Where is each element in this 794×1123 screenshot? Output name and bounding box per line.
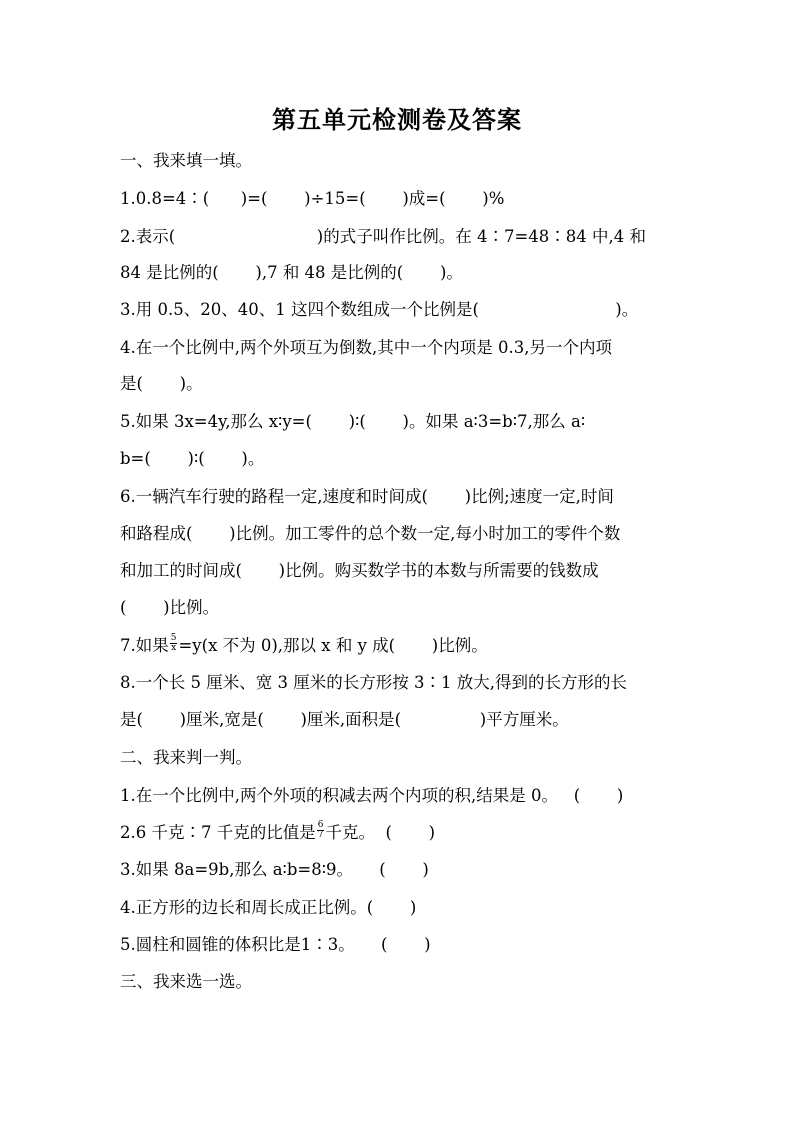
page-title: 第五单元检测卷及答案 <box>272 106 522 134</box>
fraction-5-over-x <box>170 634 178 653</box>
fraction-numerator: 6 <box>317 820 324 830</box>
fill-question-6-line-3: 和加工的时间成( )比例。购买数学书的本数与所需要的钱数成 <box>120 561 599 580</box>
fill-question-4-line-2: 是( )。 <box>120 374 203 393</box>
judge-question-2-prefix: 2.6 千克∶7 千克的比值是 <box>120 823 316 842</box>
fill-question-2-line-2: 84 是比例的( ),7 和 48 是比例的( )。 <box>120 263 463 282</box>
fill-question-7-suffix: =y(x 不为 0),那以 x 和 y 成( )比例。 <box>178 636 488 655</box>
fill-question-4-line-1: 4.在一个比例中,两个外项互为倒数,其中一个内项是 0.3,另一个内项 <box>120 338 612 357</box>
fill-question-5-line-2: b=( )∶( )。 <box>120 449 265 468</box>
fraction-6-over-7 <box>317 821 325 840</box>
judge-question-5: 5.圆柱和圆锥的体积比是1∶3。 ( ) <box>120 935 431 954</box>
fraction-denominator: x <box>171 643 177 653</box>
section-1-heading: 一、我来填一填。 <box>120 151 252 170</box>
judge-question-3: 3.如果 8a=9b,那么 a∶b=8∶9。 ( ) <box>120 860 429 879</box>
judge-question-2-suffix: 千克。 ( ) <box>325 823 436 842</box>
fill-question-1: 1.0.8=4∶( )=( )÷15=( )成=( )% <box>120 189 505 208</box>
section-2-heading: 二、我来判一判。 <box>120 748 252 767</box>
fill-question-5-line-1: 5.如果 3x=4y,那么 x∶y=( )∶( )。如果 a∶3=b∶7,那么 a∶ <box>120 412 586 431</box>
fraction-numerator: 5 <box>170 633 177 643</box>
fraction-denominator: 7 <box>317 830 324 840</box>
fill-question-8-line-2: 是( )厘米,宽是( )厘米,面积是( )平方厘米。 <box>120 710 569 729</box>
fill-question-7 <box>120 635 488 657</box>
judge-question-4: 4.正方形的边长和周长成正比例。( ) <box>120 898 417 917</box>
fill-question-8-line-1: 8.一个长 5 厘米、宽 3 厘米的长方形按 3∶1 放大,得到的长方形的长 <box>120 673 627 692</box>
fill-question-6-line-4: ( )比例。 <box>120 598 220 617</box>
fill-question-2-line-1: 2.表示( )的式子叫作比例。在 4∶7=48∶84 中,4 和 <box>120 227 647 246</box>
fill-question-3: 3.用 0.5、20、40、1 这四个数组成一个比例是( )。 <box>120 300 639 319</box>
fill-question-6-line-1: 6.一辆汽车行驶的路程一定,速度和时间成( )比例;速度一定,时间 <box>120 487 614 506</box>
fill-question-7-prefix: 7.如果 <box>120 636 169 655</box>
judge-question-2 <box>120 822 435 844</box>
fill-question-6-line-2: 和路程成( )比例。加工零件的总个数一定,每小时加工的零件个数 <box>120 524 621 543</box>
section-3-heading: 三、我来选一选。 <box>120 972 252 991</box>
judge-question-1: 1.在一个比例中,两个外项的积减去两个内项的积,结果是 0。 ( ) <box>120 786 624 805</box>
